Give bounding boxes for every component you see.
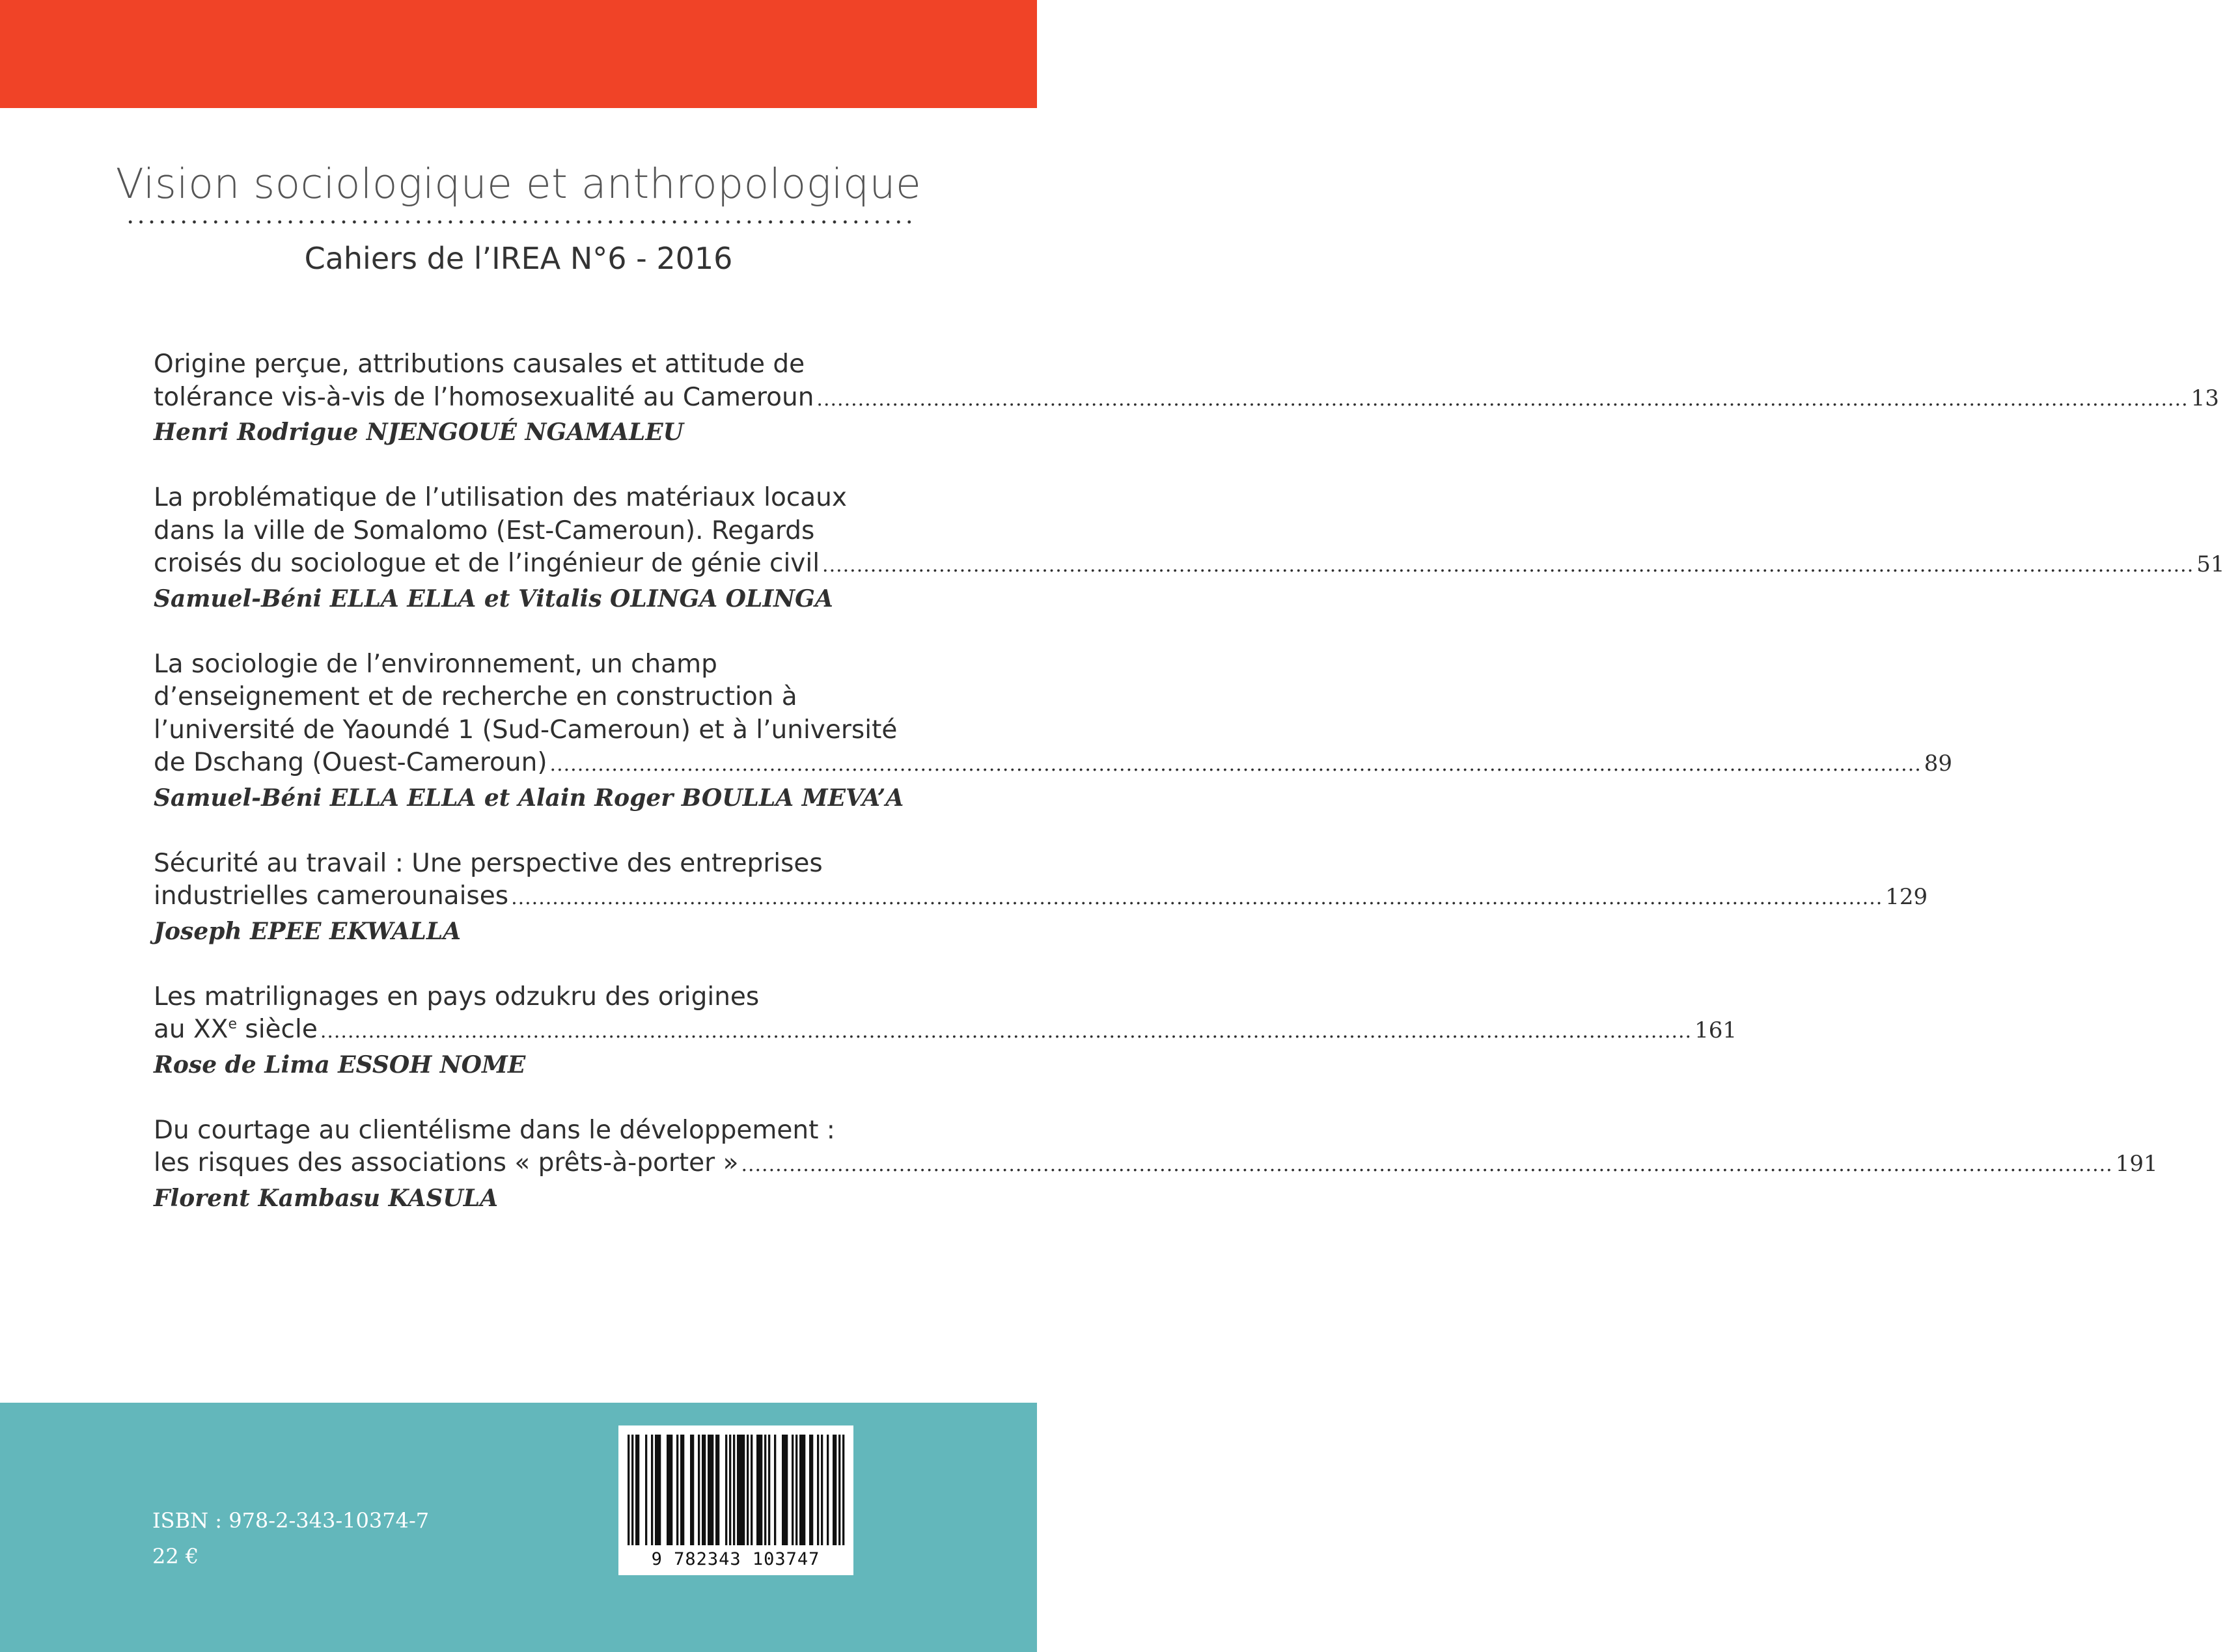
barcode-bar — [645, 1435, 647, 1545]
barcode-bar — [838, 1435, 840, 1545]
toc-line — [154, 747, 1953, 782]
barcode-bar — [792, 1435, 794, 1545]
barcode-bar — [669, 1435, 670, 1545]
author-name: Samuel-Béni ELLA ELLA et Vitalis OLINGA OLINGA — [154, 585, 833, 613]
barcode-bar — [725, 1435, 727, 1545]
barcode-bar — [657, 1435, 659, 1545]
barcode-bar — [717, 1435, 719, 1545]
price-label: 22 € — [152, 1544, 199, 1569]
toc-entry — [154, 648, 1953, 814]
toc-line: l’université de Yaoundé 1 (Sud-Cameroun) et à l’université — [154, 715, 898, 745]
toc-line-text: industrielles camerounaises — [154, 881, 509, 911]
toc-line-text: les risques des associations « prêts-à-porter » — [154, 1148, 739, 1177]
barcode-bar — [821, 1435, 823, 1545]
barcode-bar — [817, 1435, 819, 1545]
author-name: Florent Kambasu KASULA — [154, 1184, 499, 1212]
barcode-bar — [842, 1435, 844, 1545]
dot-leader: ........................................................................................................................................................................................................ — [822, 554, 2194, 577]
barcode-digits: 9 782343 103747 — [651, 1549, 820, 1569]
barcode-bar — [702, 1435, 704, 1545]
toc-line: La sociologie de l’environnement, un champ — [154, 649, 717, 679]
top-color-band — [0, 0, 1037, 108]
toc-line-prefix: au XX — [154, 1015, 228, 1044]
barcode-bar — [651, 1435, 653, 1545]
series-title: Vision sociologique et anthropologique — [115, 160, 922, 208]
toc-line: Les matrilignages en pays odzukru des origines — [154, 982, 760, 1012]
barcode-bar — [704, 1435, 706, 1545]
barcode-bar — [737, 1435, 739, 1545]
barcode-bar — [698, 1435, 700, 1545]
barcode-bar — [733, 1435, 735, 1545]
toc-entry — [154, 981, 1737, 1081]
author-name: Rose de Lima ESSOH NOME — [154, 1051, 526, 1079]
barcode-bar — [827, 1435, 829, 1545]
page-number: 129 — [1885, 884, 1928, 910]
toc-line-text: de Dschang (Ouest-Cameroun) — [154, 748, 547, 777]
barcode-graphic — [618, 1425, 853, 1575]
toc-line — [154, 381, 2219, 417]
dot-leader: ........................................................................................................................................................................................................ — [741, 1153, 2113, 1176]
barcode-bar — [708, 1435, 710, 1545]
toc-line: dans la ville de Somalomo (Est-Cameroun). Regards — [154, 516, 815, 545]
barcode-bar — [747, 1435, 749, 1545]
barcode-bar — [799, 1435, 801, 1545]
barcode-bar — [774, 1435, 776, 1545]
toc-entry — [154, 847, 1928, 948]
toc-entry — [154, 1114, 2158, 1215]
barcode-bar — [784, 1435, 786, 1545]
barcode-bar — [751, 1435, 753, 1545]
dotted-divider — [125, 219, 911, 225]
issue-title: Cahiers de l’IREA N°6 - 2016 — [304, 241, 733, 276]
barcode-bar — [811, 1435, 813, 1545]
toc-entry — [154, 348, 2219, 448]
toc-line: d’enseignement et de recherche en construction à — [154, 682, 797, 711]
barcode-bar — [782, 1435, 784, 1545]
author-name: Joseph EPEE EKWALLA — [154, 917, 462, 945]
page-number: 13 — [2190, 385, 2219, 411]
barcode-bar — [637, 1435, 639, 1545]
barcode-bar — [786, 1435, 788, 1545]
author-name: Henri Rodrigue NJENGOUÉ NGAMALEU — [154, 419, 684, 446]
toc-line-text: croisés du sociologue et de l’ingénieur de génie civil — [154, 549, 820, 578]
dot-leader: ........................................................................................................................................................................................................ — [816, 387, 2189, 411]
page-number: 51 — [2196, 551, 2225, 577]
superscript-e: e — [228, 1016, 237, 1032]
barcode — [618, 1425, 853, 1575]
barcode-bar — [635, 1435, 637, 1545]
barcode-bar — [739, 1435, 741, 1545]
toc-line-suffix: siècle — [237, 1015, 318, 1044]
table-of-contents — [154, 348, 2225, 1248]
barcode-bar — [680, 1435, 682, 1545]
barcode-bar — [760, 1435, 762, 1545]
barcode-bar — [715, 1435, 717, 1545]
toc-line: Sécurité au travail : Une perspective des entreprises — [154, 848, 823, 878]
toc-line — [154, 1013, 1737, 1049]
barcode-bar — [768, 1435, 770, 1545]
toc-line — [154, 1147, 2158, 1182]
barcode-bar — [655, 1435, 657, 1545]
barcode-bar — [809, 1435, 811, 1545]
barcode-bar — [764, 1435, 766, 1545]
barcode-bar — [670, 1435, 672, 1545]
barcode-bar — [835, 1435, 836, 1545]
page-number: 89 — [1924, 750, 1953, 777]
barcode-bar — [690, 1435, 692, 1545]
barcode-bar — [682, 1435, 684, 1545]
isbn-label: ISBN : 978-2-343-10374-7 — [152, 1508, 430, 1533]
barcode-bar — [667, 1435, 669, 1545]
barcode-bar — [758, 1435, 760, 1545]
toc-line-text: tolérance vis-à-vis de l’homosexualité au Cameroun — [154, 382, 814, 412]
barcode-bar — [659, 1435, 661, 1545]
barcode-bar — [710, 1435, 712, 1545]
toc-line — [154, 880, 1928, 915]
page-number: 161 — [1694, 1017, 1737, 1043]
dot-leader: ........................................................................................................................................................................................................ — [511, 887, 1883, 909]
author-name: Samuel-Béni ELLA ELLA et Alain Roger BOULLA MEVA’A — [154, 784, 904, 812]
barcode-bar — [729, 1435, 731, 1545]
barcode-bar — [712, 1435, 713, 1545]
page-number: 191 — [2115, 1151, 2158, 1177]
dot-leader: ........................................................................................................................................................................................................ — [320, 1020, 1693, 1043]
barcode-bar — [631, 1435, 633, 1545]
toc-line-text — [154, 1013, 318, 1047]
barcode-bar — [833, 1435, 835, 1545]
dot-leader: ........................................................................................................................................................................................................ — [549, 753, 1922, 776]
toc-line: La problématique de l’utilisation des matériaux locaux — [154, 483, 847, 512]
barcode-bar — [743, 1435, 745, 1545]
toc-entry — [154, 482, 2225, 615]
barcode-bar — [803, 1435, 805, 1545]
barcode-bar — [801, 1435, 803, 1545]
barcode-bar — [795, 1435, 797, 1545]
barcode-bar — [628, 1435, 629, 1545]
toc-line: Origine perçue, attributions causales et attitude de — [154, 350, 805, 379]
barcode-bar — [692, 1435, 694, 1545]
toc-line: Du courtage au clientélisme dans le développement : — [154, 1115, 835, 1145]
barcode-bar — [756, 1435, 758, 1545]
toc-line — [154, 547, 2225, 583]
barcode-bar — [676, 1435, 678, 1545]
barcode-bar — [741, 1435, 743, 1545]
